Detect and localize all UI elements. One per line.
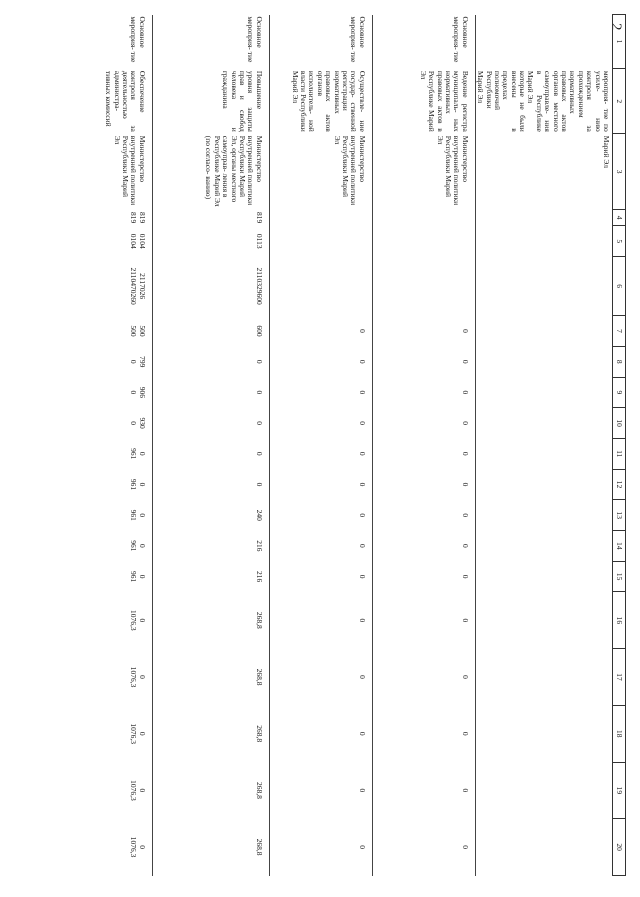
table-row — [152, 15, 269, 876]
col-header: 13 — [613, 500, 626, 531]
table-cell: 0 — [269, 500, 372, 531]
table-cell: Министерство внутренней политики Республики Марий Эл — [269, 134, 372, 210]
table-cell: 0 1076,3 — [66, 762, 153, 819]
table-cell: 0 — [269, 819, 372, 876]
header-row — [613, 15, 626, 876]
table-cell — [475, 15, 612, 69]
table-cell: 0 — [372, 316, 475, 347]
table-cell: 0 1076,3 — [66, 819, 153, 876]
table-cell: 0 — [269, 705, 372, 762]
table-cell: 0 — [269, 561, 372, 592]
table-cell — [372, 226, 475, 257]
col-header: 10 — [613, 408, 626, 439]
table-cell — [475, 316, 612, 347]
table-row — [269, 15, 372, 876]
table-cell — [475, 649, 612, 706]
table-cell: 216 — [152, 561, 269, 592]
col-header: 12 — [613, 469, 626, 500]
table-cell: Основное мероприя- тие — [372, 15, 475, 69]
table-row — [372, 15, 475, 876]
col-header: 15 — [613, 561, 626, 592]
table-cell — [475, 438, 612, 469]
table-cell: 0 — [269, 346, 372, 377]
table-cell: 0 — [269, 408, 372, 439]
table-cell: 0 — [372, 377, 475, 408]
table-cell: 268,8 — [152, 592, 269, 649]
table-cell: 0 — [372, 408, 475, 439]
table-row — [66, 15, 153, 876]
col-header: 9 — [613, 377, 626, 408]
table-cell: 2110329600 — [152, 257, 269, 316]
table-cell — [475, 762, 612, 819]
table-cell: 268,8 — [152, 819, 269, 876]
table-cell: 0 — [372, 531, 475, 562]
table-cell: 0 — [372, 469, 475, 500]
table-cell: 0 1076,3 — [66, 649, 153, 706]
page-number: 2 — [608, 23, 624, 31]
table-cell: Повышение уровня защиты прав и свобод человека и гражданина — [152, 69, 269, 134]
table-cell: 0 — [269, 649, 372, 706]
budget-table — [66, 14, 626, 876]
table-cell: Основное мероприя- тие — [152, 15, 269, 69]
table-cell — [475, 209, 612, 226]
table-cell — [475, 561, 612, 592]
table-cell: 930 0 — [66, 408, 153, 439]
table-cell: 0 — [152, 438, 269, 469]
table-cell — [475, 346, 612, 377]
table-cell: 819 — [152, 209, 269, 226]
col-header: 20 — [613, 819, 626, 876]
table-cell — [475, 408, 612, 439]
table-cell: 0 — [152, 408, 269, 439]
table-cell: 0 — [152, 377, 269, 408]
col-header: 18 — [613, 705, 626, 762]
col-header: 16 — [613, 592, 626, 649]
table-cell: 500 500 — [66, 316, 153, 347]
table-cell — [475, 469, 612, 500]
table-cell: 600 — [152, 316, 269, 347]
table-cell — [475, 377, 612, 408]
table-cell: Обеспечение контроля за деятельностью администра- тивных комиссий — [66, 69, 153, 134]
table-cell: 0 — [372, 346, 475, 377]
col-header: 5 — [613, 226, 626, 257]
table-cell: 0 — [372, 500, 475, 531]
table-cell: 0 961 — [66, 469, 153, 500]
table-cell — [269, 257, 372, 316]
table-cell: 0 — [372, 819, 475, 876]
col-header: 14 — [613, 531, 626, 562]
col-header: 11 — [613, 438, 626, 469]
table-cell: 906 0 — [66, 377, 153, 408]
col-header: 8 — [613, 346, 626, 377]
table-cell — [475, 592, 612, 649]
table-cell: 0 961 — [66, 561, 153, 592]
col-header: 7 — [613, 316, 626, 347]
col-header: 4 — [613, 209, 626, 226]
table-cell: 2117026 2110470260 — [66, 257, 153, 316]
table-cell: 0 — [269, 377, 372, 408]
table-cell — [475, 819, 612, 876]
table-cell: Марий Эл — [602, 135, 611, 169]
table-cell: 0 1076,3 — [66, 592, 153, 649]
table-cell: 0 1076,3 — [66, 705, 153, 762]
col-header: 19 — [613, 762, 626, 819]
table-cell — [372, 257, 475, 316]
rotated-page — [104, 14, 626, 876]
table-cell: 0 — [372, 649, 475, 706]
table-cell: 0 961 — [66, 438, 153, 469]
col-header: 2 — [613, 69, 626, 134]
table-cell: 0 — [372, 592, 475, 649]
table-cell: мероприя- тие по усиле- нию контроля за прохождением нормативных правовых актов органов местного самоуправле- ния в Республике Марий Эл которые не были внесены в пределах полномочий Республики Марий Эл — [476, 70, 611, 132]
table-cell: 0 961 — [66, 531, 153, 562]
table-cell: 0 — [152, 469, 269, 500]
table-cell: 0 — [372, 438, 475, 469]
table-cell: 216 — [152, 531, 269, 562]
col-header: 1 — [613, 15, 626, 69]
table-cell — [475, 531, 612, 562]
table-cell: 240 — [152, 500, 269, 531]
table-cell — [269, 209, 372, 226]
table-cell: 0 — [269, 531, 372, 562]
table-cell: 268,8 — [152, 705, 269, 762]
table-cell: 0104 0104 — [66, 226, 153, 257]
table-cell: 0 — [269, 469, 372, 500]
table-cell: 0 — [372, 762, 475, 819]
col-header: 17 — [613, 649, 626, 706]
table-cell: Министерство внутренней политики Республики Марий Эл — [372, 134, 475, 210]
table-cell: 0 — [152, 346, 269, 377]
col-header: 6 — [613, 257, 626, 316]
table-cell: Министерство внутренней политики Республики Марий Эл — [66, 134, 153, 210]
table-cell — [475, 226, 612, 257]
table-cell: 0 — [269, 438, 372, 469]
table-cell: 0 — [372, 561, 475, 592]
table-cell: Министерство внутренней политики Республики Марий Эл, органы местного самоуправ- ления в Республике Марий Эл (по согласо- ванию) — [152, 134, 269, 210]
table-cell: 268,8 — [152, 762, 269, 819]
table-cell — [269, 226, 372, 257]
table-row — [475, 15, 612, 876]
table-cell: 268,8 — [152, 649, 269, 706]
table-cell: 0 — [269, 592, 372, 649]
table-cell: 0 — [269, 762, 372, 819]
table-cell: 0113 — [152, 226, 269, 257]
table-cell: Основное мероприя- тие — [66, 15, 153, 69]
col-header: 3 — [613, 134, 626, 210]
table-cell: 799 0 — [66, 346, 153, 377]
table-cell: 819 819 — [66, 209, 153, 226]
table-cell: 0 — [372, 705, 475, 762]
table-cell — [372, 209, 475, 226]
table-cell: Основное мероприя- тие — [269, 15, 372, 69]
table-cell: Осуществле- ние государ- ственной регистрации нормативных правовых актов органов исполнитель- ной власти Республики Марий Эл — [269, 69, 372, 134]
table-cell — [475, 705, 612, 762]
table-cell — [475, 500, 612, 531]
table-cell — [475, 257, 612, 316]
table-cell: 0 — [269, 316, 372, 347]
table-cell: 0 961 — [66, 500, 153, 531]
table-cell: Ведение регистра муниципаль- ных нормативных правовых актов в Республике Марий Эл — [372, 69, 475, 134]
